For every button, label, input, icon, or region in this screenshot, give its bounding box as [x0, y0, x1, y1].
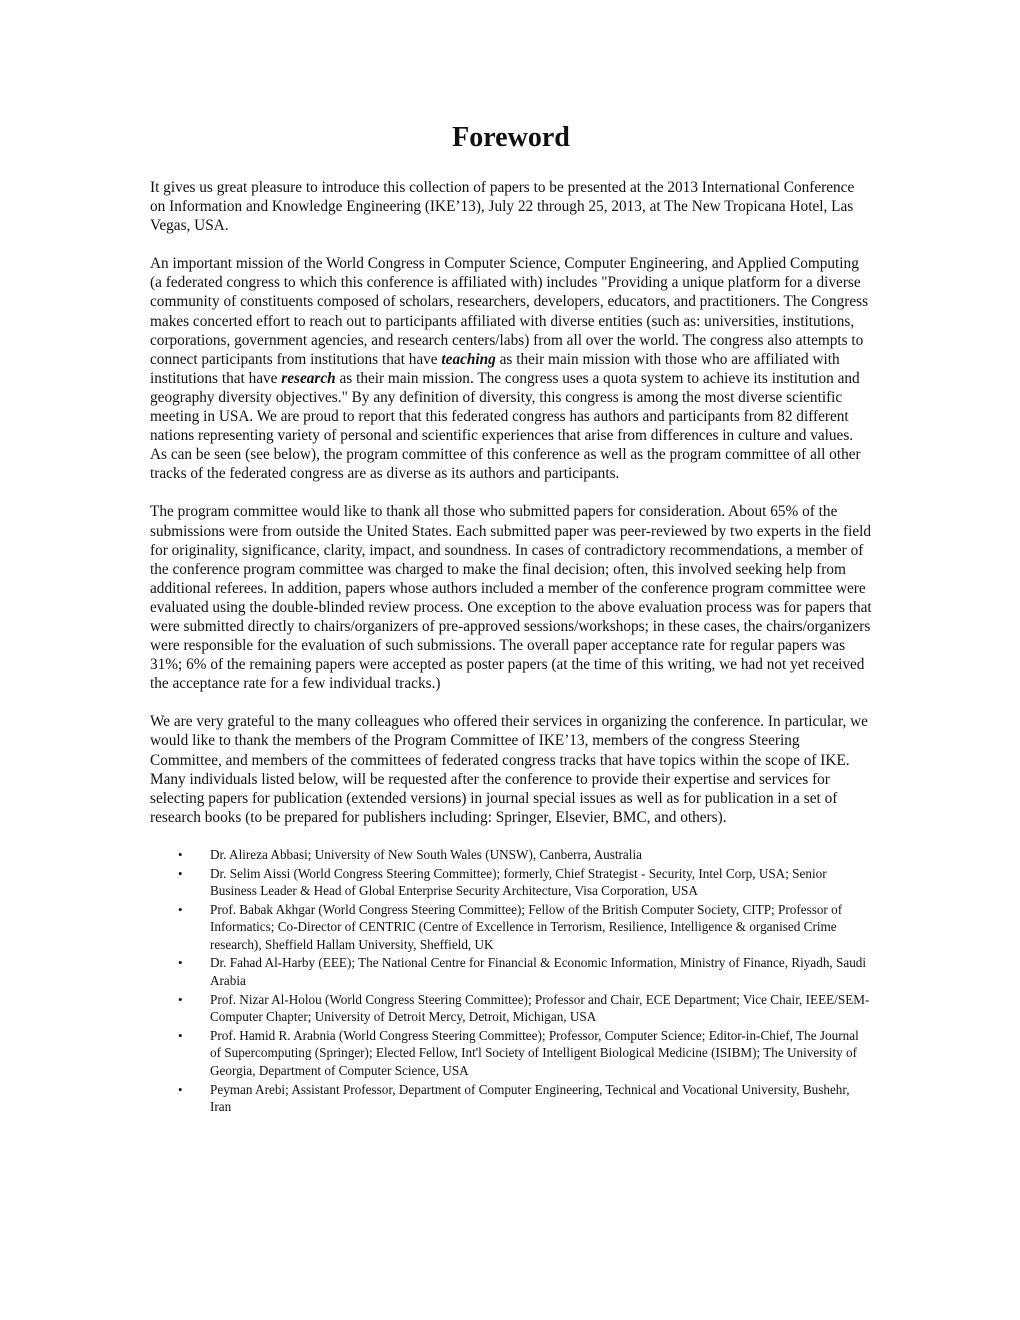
- bullet-icon: •: [178, 901, 183, 917]
- list-item: [150, 865, 872, 900]
- bullet-icon: •: [178, 1081, 183, 1097]
- list-item: [150, 991, 872, 1026]
- keyword-teaching: teaching: [441, 350, 496, 368]
- list-item-text: Prof. Hamid R. Arabnia (World Congress Steering Committee); Professor, Computer Science; Editor-in-Chief, The Journal of Supercomputing (Springer); Elected Fellow, Int'l Society of Intelligent Biological Medicine (ISIBM); The University of Georgia, Department of Computer Science, USA: [210, 1027, 859, 1079]
- bullet-icon: •: [178, 991, 183, 1007]
- list-item: [150, 846, 872, 864]
- paragraph-review-process-text: The program committee would like to thank all those who submitted papers for consideration. About 65% of the submissions were from outside the United States. Each submitted paper was peer-reviewed by two experts in the field for originality, significance, clarity, impact, and soundness. In cases of contradictory recommendations, a member of the conference program committee was charged to make the final decision; often, this involved seeking help from additional referees. In addition, papers whose authors included a member of the conference program committee were evaluated using the double-blinded review process. One exception to the above evaluation process was for papers that were submitted directly to chairs/organizers of pre-approved sessions/workshops; in these cases, the chairs/organizers were responsible for the evaluation of such submissions. The overall paper acceptance rate for regular papers was 31%; 6% of the remaining papers were accepted as poster papers (at the time of this writing, we had not yet received the acceptance rate for a few individual tracks.): [150, 503, 872, 693]
- list-item-text: Prof. Babak Akhgar (World Congress Steering Committee); Fellow of the British Computer Society, CITP; Professor of Informatics; Co-Director of CENTRIC (Centre of Excellence in Terrorism, Resilience, Intelligence & organised Crime research), Sheffield Hallam University, Sheffield, UK: [210, 901, 843, 952]
- list-item-text: Peyman Arebi; Assistant Professor, Department of Computer Engineering, Technical and Vocational University, Bushehr, Iran: [210, 1081, 850, 1115]
- document-page: [150, 118, 872, 1117]
- bullet-icon: •: [178, 1027, 183, 1043]
- paragraph-intro-text: It gives us great pleasure to introduce this collection of papers to be presented at the 2013 International Conference on Information and Knowledge Engineering (IKE’13), July 22 through 25, 2013, at The New Tropicana Hotel, Las Vegas, USA.: [150, 179, 855, 235]
- paragraph-mission-text-c: as their main mission. The congress uses a quota system to achieve its institution and geography diversity objectives." By any definition of diversity, this congress is among the most diverse scientific meeting in USA. We are proud to report that this federated congress has authors and participants from 82 different nations representing variety of personal and scientific experiences that arise from differences in culture and values. As can be seen (see below), the program committee of this conference as well as the program committee of all other tracks of the federated congress are as diverse as its authors and participants.: [150, 369, 861, 483]
- list-item: [150, 901, 872, 954]
- list-item-text: Dr. Alireza Abbasi; University of New South Wales (UNSW), Canberra, Australia: [210, 846, 642, 862]
- paragraph-intro: [150, 178, 872, 235]
- bullet-icon: •: [178, 865, 183, 881]
- committee-list: [150, 846, 872, 1116]
- list-item: [150, 1081, 872, 1116]
- page-title: Foreword: [452, 122, 570, 153]
- paragraph-acknowledgements-text: We are very grateful to the many colleagues who offered their services in organizing the conference. In particular, we would like to thank the members of the Program Committee of IKE’13, members of the congress Steering Committee, and members of the committees of federated congress tracks that have topics within the scope of IKE. Many individuals listed below, will be requested after the conference to provide their expertise and services for selecting papers for publication (extended versions) in journal special issues as well as for publication in a set of research books (to be prepared for publishers including: Springer, Elsevier, BMC, and others).: [150, 713, 868, 826]
- paragraph-mission-text-b: as their main mission with those who are affiliated with institutions that have: [150, 350, 840, 387]
- keyword-research: research: [281, 369, 336, 387]
- bullet-icon: •: [178, 955, 183, 971]
- list-item: [150, 1027, 872, 1080]
- list-item-text: Dr. Fahad Al-Harby (EEE); The National Centre for Financial & Economic Information, Ministry of Finance, Riyadh, Saudi Arabia: [210, 955, 867, 989]
- list-item: [150, 954, 872, 989]
- bullet-icon: •: [178, 846, 183, 862]
- paragraph-mission: [150, 254, 872, 483]
- paragraph-mission-text-a: An important mission of the World Congress in Computer Science, Computer Engineering, and Applied Computing (a federated congress to which this conference is affiliated with) includes "Providing a unique platform for a diverse community of constituents composed of scholars, researchers, developers, educators, and practitioners. The Congress makes concerted effort to reach out to participants affiliated with diverse entities (such as: universities, institutions, corporations, government agencies, and research centers/labs) from all over the world. The congress also attempts to connect participants from institutions that have: [150, 255, 869, 368]
- list-item-text: Dr. Selim Aissi (World Congress Steering Committee); formerly, Chief Strategist - Security, Intel Corp, USA; Senior Business Leader & Head of Global Enterprise Security Architecture, Visa Corporation, USA: [210, 865, 827, 899]
- list-item-text: Prof. Nizar Al-Holou (World Congress Steering Committee); Professor and Chair, ECE Department; Vice Chair, IEEE/SEM-Computer Chapter; University of Detroit Mercy, Detroit, Michigan, USA: [210, 991, 870, 1025]
- paragraph-acknowledgements: [150, 712, 872, 827]
- paragraph-review-process: [150, 502, 872, 693]
